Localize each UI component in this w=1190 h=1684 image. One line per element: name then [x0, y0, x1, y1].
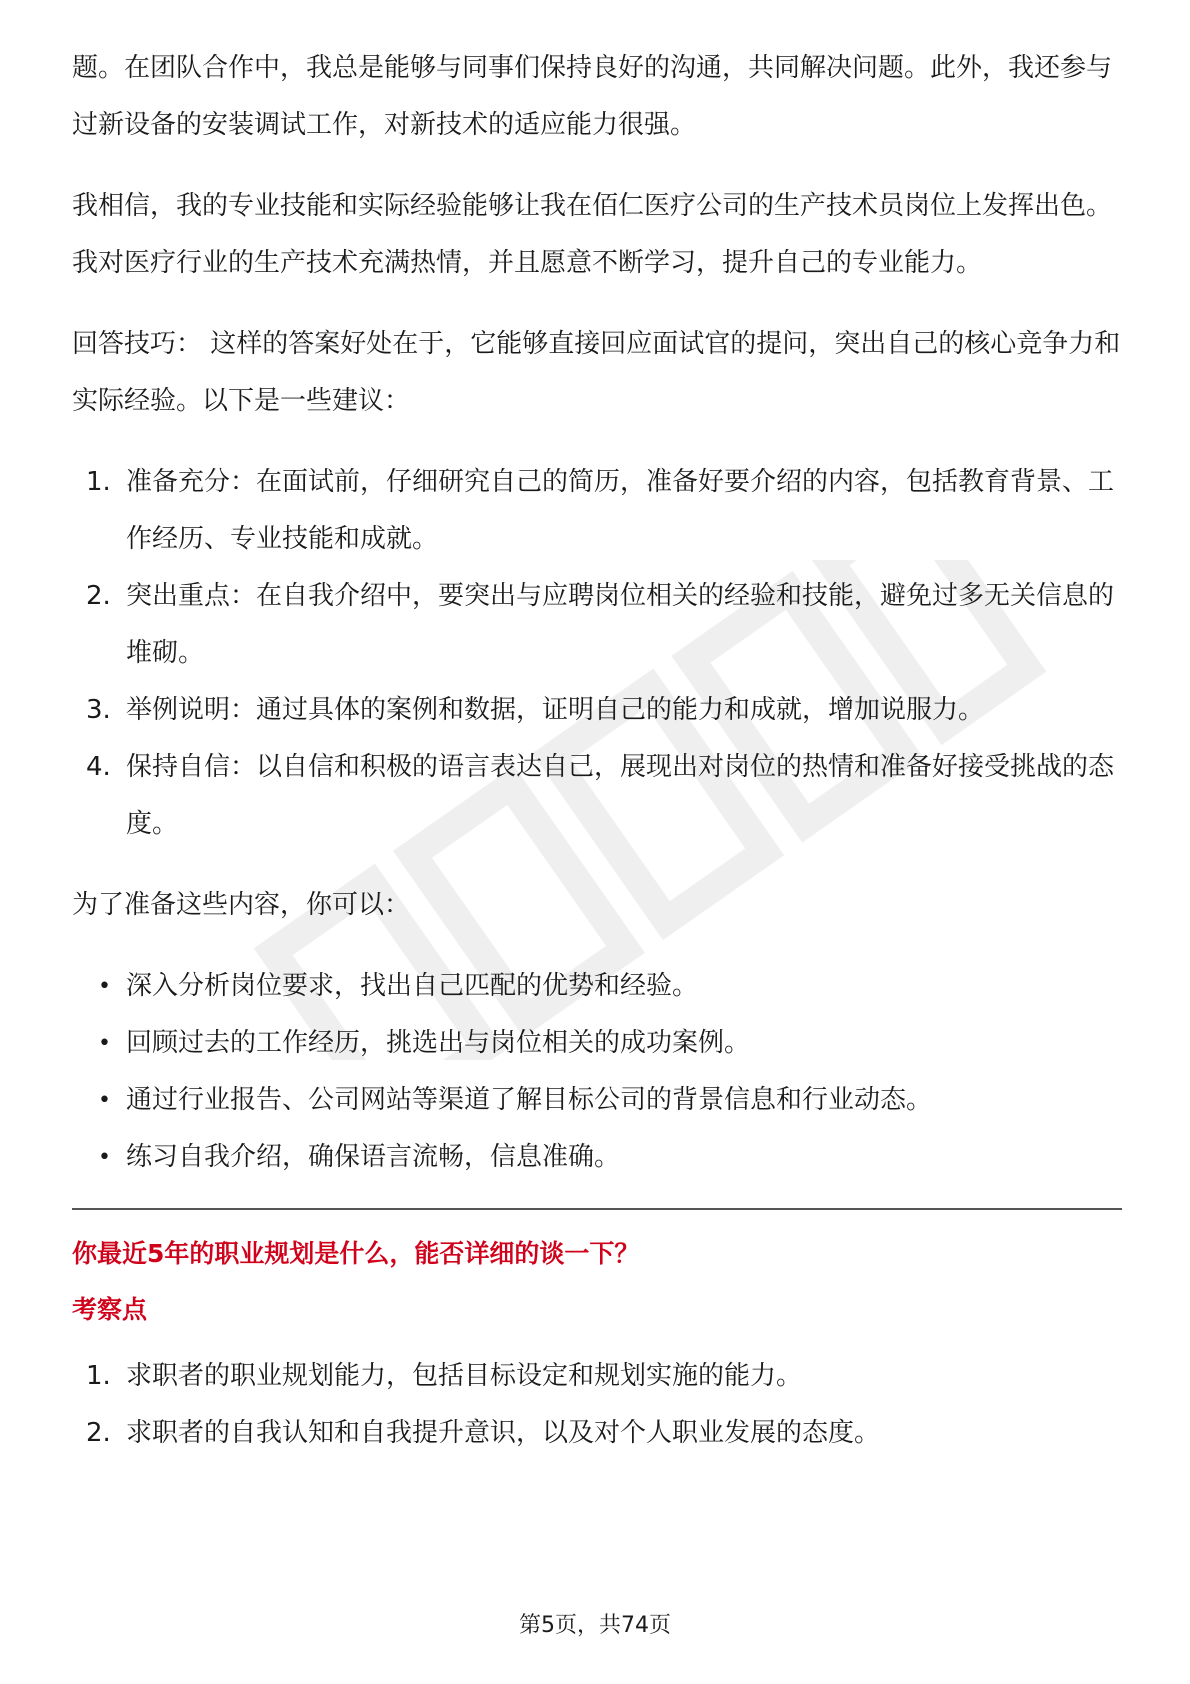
list-item	[72, 739, 1122, 853]
section-divider	[72, 1208, 1122, 1210]
list-number: 1.	[86, 467, 111, 497]
paragraph-intro-2: 我相信，我的专业技能和实际经验能够让我在佰仁医疗公司的生产技术员岗位上发挥出色。我对医疗行业的生产技术充满热情，并且愿意不断学习，提升自己的专业能力。	[72, 191, 1113, 278]
list-item-text: 练习自我介绍，确保语言流畅，信息准确。	[126, 1142, 621, 1172]
question-title: 你最近5年的职业规划是什么，能否详细的谈一下？	[72, 1239, 640, 1268]
list-item	[72, 1129, 1122, 1186]
paragraph-prep-intro: 为了准备这些内容，你可以：	[72, 890, 411, 920]
list-item	[72, 1348, 1122, 1405]
bullet-icon: •	[98, 1031, 111, 1056]
list-number: 1.	[86, 1361, 111, 1391]
content-area	[72, 40, 1122, 1462]
list-item-text: 深入分析岗位要求，找出自己匹配的优势和经验。	[126, 971, 699, 1001]
list-number: 2.	[86, 581, 111, 611]
list-item	[72, 568, 1122, 682]
list-item	[72, 454, 1122, 568]
list-item-text: 突出重点：在自我介绍中，要突出与应聘岗位相关的经验和技能，避免过多无关信息的堆砌。	[126, 581, 1115, 668]
list-item	[72, 1015, 1122, 1072]
list-item-text: 回顾过去的工作经历，挑选出与岗位相关的成功案例。	[126, 1028, 751, 1058]
list-item	[72, 958, 1122, 1015]
bullet-icon: •	[98, 1145, 111, 1170]
list-number: 4.	[86, 752, 111, 782]
list-item-text: 举例说明：通过具体的案例和数据，证明自己的能力和成就，增加说服力。	[126, 695, 985, 725]
list-item-text: 准备充分：在面试前，仔细研究自己的简历，准备好要介绍的内容，包括教育背景、工作经历、专业技能和成就。	[126, 467, 1115, 554]
list-item-text: 通过行业报告、公司网站等渠道了解目标公司的背景信息和行业动态。	[126, 1085, 933, 1115]
list-item-text: 求职者的职业规划能力，包括目标设定和规划实施的能力。	[126, 1361, 803, 1391]
prep-list	[72, 958, 1122, 1186]
bullet-icon: •	[98, 1088, 111, 1113]
list-item-text: 求职者的自我认知和自我提升意识，以及对个人职业发展的态度。	[126, 1418, 881, 1448]
tips-list	[72, 454, 1122, 853]
list-item	[72, 1405, 1122, 1462]
list-number: 2.	[86, 1418, 111, 1448]
points-list	[72, 1348, 1122, 1462]
list-item	[72, 1072, 1122, 1129]
section-label: 考察点	[72, 1295, 148, 1324]
page-footer: 第5页，共74页	[519, 1613, 671, 1638]
paragraph-intro-1: 题。在团队合作中，我总是能够与同事们保持良好的沟通，共同解决问题。此外，我还参与过新设备的安装调试工作，对新技术的适应能力很强。	[72, 53, 1113, 140]
list-item-text: 保持自信：以自信和积极的语言表达自己，展现出对岗位的热情和准备好接受挑战的态度。	[126, 752, 1115, 839]
list-item	[72, 682, 1122, 739]
bullet-icon: •	[98, 974, 111, 999]
list-number: 3.	[86, 695, 111, 725]
paragraph-answer-tips: 回答技巧： 这样的答案好处在于，它能够直接回应面试官的提问，突出自己的核心竞争力和实际经验。以下是一些建议：	[72, 329, 1121, 416]
